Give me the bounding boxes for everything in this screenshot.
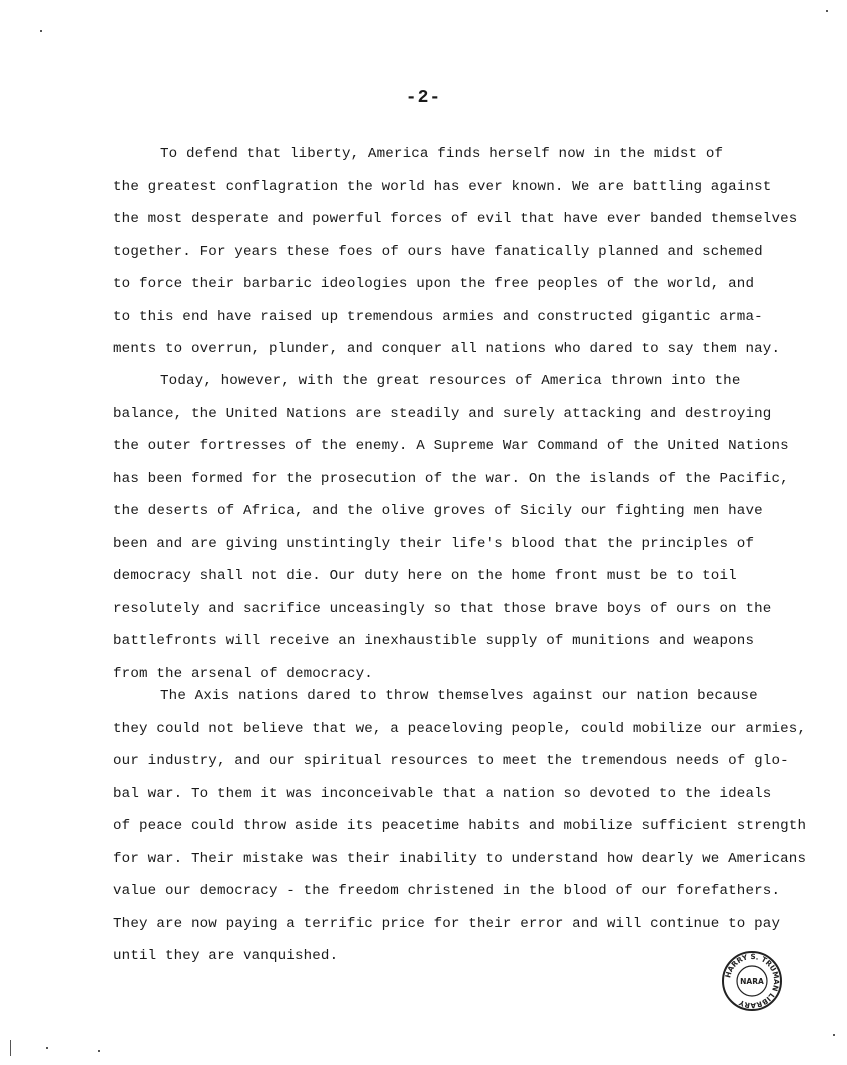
text-line: They are now paying a terrific price for their error and will continue to pay bbox=[113, 915, 781, 932]
seal-arc-text: HARRY S. TRUMAN LIBRARY bbox=[723, 951, 782, 1011]
text-line: of peace could throw aside its peacetime habits and mobilize sufficient strength bbox=[113, 818, 807, 834]
text-line: Today, however, with the great resources of America thrown into the bbox=[160, 373, 741, 389]
seal-center-text: NARA bbox=[740, 977, 764, 986]
text-line: together. For years these foes of ours have fanatically planned and schemed bbox=[113, 243, 763, 260]
text-line: value our democracy - the freedom christened in the blood of our forefathers. bbox=[113, 883, 781, 899]
text-line: from the arsenal of democracy. bbox=[113, 665, 373, 682]
text-line: been and are giving unstintingly their life's blood that the principles of bbox=[113, 535, 755, 552]
text-line: has been formed for the prosecution of the war. On the islands of the Pacific, bbox=[113, 470, 789, 487]
text-line: they could not believe that we, a peaceloving people, could mobilize our armies, bbox=[113, 720, 807, 737]
text-line: to this end have raised up tremendous armies and constructed gigantic arma- bbox=[113, 308, 763, 325]
text-line: the greatest conflagration the world has ever known. We are battling against bbox=[113, 178, 772, 195]
text-line: until they are vanquished. bbox=[113, 948, 339, 964]
scan-margin-mark bbox=[10, 1040, 11, 1056]
text-line: for war. Their mistake was their inability to understand how dearly we Americans bbox=[113, 850, 807, 867]
text-line: our industry, and our spiritual resources to meet the tremendous needs of glo- bbox=[113, 753, 789, 769]
text-line: to force their barbaric ideologies upon the free peoples of the world, and bbox=[113, 276, 755, 292]
text-line: the most desperate and powerful forces of evil that have ever banded themselves bbox=[113, 211, 798, 227]
paragraph-3 bbox=[113, 680, 813, 973]
text-line: balance, the United Nations are steadily and surely attacking and destroying bbox=[113, 405, 772, 422]
text-line: resolutely and sacrifice unceasingly so that those brave boys of ours on the bbox=[113, 600, 772, 617]
scan-margin-mark bbox=[833, 1034, 835, 1036]
scan-margin-mark bbox=[46, 1047, 48, 1049]
library-seal-stamp bbox=[721, 950, 783, 1012]
text-line: ments to overrun, plunder, and conquer all nations who dared to say them nay. bbox=[113, 341, 781, 357]
text-line: battlefronts will receive an inexhaustible supply of munitions and weapons bbox=[113, 633, 755, 649]
page-number: -2- bbox=[405, 88, 442, 108]
scan-margin-mark bbox=[40, 30, 42, 32]
text-line: democracy shall not die. Our duty here on the home front must be to toil bbox=[113, 568, 737, 584]
scan-margin-mark bbox=[98, 1050, 100, 1052]
text-line: the deserts of Africa, and the olive groves of Sicily our fighting men have bbox=[113, 503, 763, 519]
text-line: the outer fortresses of the enemy. A Supreme War Command of the United Nations bbox=[113, 438, 789, 454]
text-line: bal war. To them it was inconceivable that a nation so devoted to the ideals bbox=[113, 785, 772, 802]
paragraph-2 bbox=[113, 365, 813, 690]
scan-margin-mark bbox=[826, 10, 828, 12]
text-line: To defend that liberty, America finds herself now in the midst of bbox=[160, 146, 724, 162]
paragraph-1 bbox=[113, 138, 813, 366]
text-line: The Axis nations dared to throw themselves against our nation because bbox=[160, 688, 758, 704]
